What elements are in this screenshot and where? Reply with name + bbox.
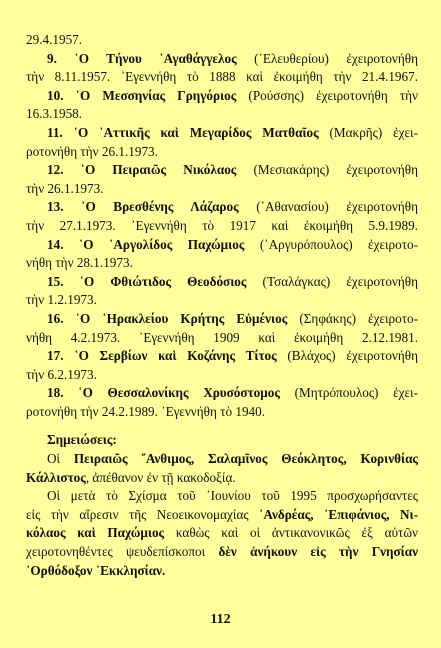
text-run: τὴν 27.1.1973. ᾿Εγεννήθη τὸ 1917 καὶ ἐκοιμήθη 5.9.1989.	[26, 217, 418, 233]
paragraph-gap	[26, 421, 418, 431]
text-line	[26, 450, 418, 469]
bold-text: 16.	[47, 310, 76, 326]
bold-text: ῾Ο ῾Ηρακλείου Κρήτης Εὐμένιος	[75, 310, 288, 326]
text-run: (Βλάχος) ἐχειροτονήθη	[276, 348, 418, 364]
text-line	[26, 469, 418, 488]
text-line	[26, 543, 418, 562]
text-run: (Μεσιακάρης) ἐχειροτονήθη	[236, 162, 418, 178]
bold-text: Πειραιῶς ῎Ανθιμος, Σαλαμῖνος Θεόκλητος, Κορινθίας	[73, 451, 418, 467]
text-line	[26, 347, 418, 366]
text-line	[26, 310, 418, 329]
text-run: (Τσαλάγκας) ἐχειροτονήθη	[246, 273, 418, 289]
text-run: 29.4.1957.	[26, 32, 83, 47]
text-run: ροτονήθη τὴν 24.2.1989. ᾿Εγεννήθη τὸ 1940.	[26, 403, 266, 419]
text-run: (Μακρῆς) ἐχει-	[318, 124, 418, 140]
text-line	[26, 105, 418, 124]
bold-text: 10.	[47, 87, 76, 103]
bold-text: ῾Ο Θεσσαλονίκης Χρυσόστομος	[78, 385, 280, 401]
text-line	[26, 487, 418, 506]
text-line	[26, 291, 418, 310]
bold-text: ῾Ο ᾿Αργολίδος Παχώμιος	[78, 236, 245, 252]
text-run: χειροτονηθέντες ψευδεπίσκοποι	[26, 544, 219, 560]
text-run: (Μητρόπουλος) ἐχει-	[279, 385, 418, 401]
text-run: , ἀπέθανον ἐν τῇ κακοδοξίᾳ.	[85, 469, 236, 485]
page-number: 112	[210, 612, 231, 627]
text-run: νήθη τὴν 28.1.1973.	[26, 255, 133, 271]
text-run: ροτονήθη τὴν 26.1.1973.	[26, 143, 158, 159]
text-line	[26, 180, 418, 199]
text-line	[26, 236, 418, 255]
text-run: Οἱ μετὰ τὸ Σχίσμα τοῦ ᾿Ιουνίου τοῦ 1995 προσχωρήσαντες	[47, 488, 418, 504]
bold-text: ῾Ο Φθιώτιδος Θεοδόσιος	[79, 273, 247, 289]
bold-text: 18.	[47, 385, 79, 401]
text-line	[26, 143, 418, 162]
text-line	[26, 254, 418, 273]
bold-text: ῾Ο Σερβίων καὶ Κοζάνης Τίτος	[74, 348, 277, 364]
text-line	[26, 31, 418, 50]
text-run: τὴν 1.2.1973.	[26, 292, 97, 308]
text-line	[26, 161, 418, 180]
text-run: (Σηφάκης) ἐχειροτο-	[287, 310, 418, 326]
text-run: νήθη 4.2.1973. ᾿Εγεννήθη 1909 καὶ ἐκοιμήθη 2.12.1981.	[26, 329, 418, 345]
bold-text: ᾿Ορθόδοξον ᾿Εκκλησίαν.	[26, 562, 166, 578]
bold-text: ῾Ο ᾿Αττικῆς καὶ Μεγαρίδος Ματθαῖος	[73, 124, 319, 140]
text-line	[26, 87, 418, 106]
bold-text: 11.	[47, 124, 74, 140]
text-line	[26, 50, 418, 69]
text-line	[26, 68, 418, 87]
text-run: 16.3.1958.	[26, 106, 83, 122]
bold-text: 13.	[47, 199, 82, 215]
text-line	[26, 273, 418, 292]
bold-text: 12.	[47, 162, 81, 178]
text-line	[26, 198, 418, 217]
text-line	[26, 329, 418, 348]
page-body	[26, 0, 418, 580]
bold-text: ῾Ο Τήνου ᾿Αγαθάγγελος	[74, 50, 237, 66]
bold-text: ῾Ο Πειραιῶς Νικόλαος	[80, 162, 237, 178]
text-run: Οἱ	[47, 451, 74, 467]
bold-text: κόλαος καὶ Παχώμιος	[26, 525, 165, 541]
text-run: καθὼς καὶ οἱ ἀντικανονικῶς ἐξ αὐτῶν	[164, 525, 418, 541]
text-line	[26, 431, 418, 450]
text-run: τὴν 6.2.1973.	[26, 366, 97, 382]
text-line	[26, 384, 418, 403]
text-line	[26, 506, 418, 525]
bold-text: ῾Ο Βρεσθένης Λάζαρος	[81, 199, 239, 215]
bold-text: 17.	[47, 348, 75, 364]
text-line	[26, 217, 418, 236]
text-run: τὴν 26.1.1973.	[26, 180, 104, 196]
bold-text: 14.	[47, 236, 79, 252]
text-line	[26, 524, 418, 543]
bold-text: ῾Ο Μεσσηνίας Γρηγόριος	[75, 87, 237, 103]
text-run: (᾿Αθανασίου) ἐχειροτονήθη	[238, 199, 418, 215]
text-line	[26, 562, 418, 581]
text-line	[26, 366, 418, 385]
text-run: (᾿Ελευθερίου) ἐχειροτονήθη	[236, 50, 418, 66]
bold-text: ᾿Ανδρέας, ᾿Επιφάνιος, Νι-	[259, 506, 418, 522]
text-line	[26, 124, 418, 143]
text-line	[26, 403, 418, 422]
text-run: (᾿Αργυρόπουλος) ἐχειροτο-	[244, 236, 418, 252]
text-run: τὴν 8.11.1957. ᾿Εγεννήθη τὸ 1888 καὶ ἐκοιμήθη τὴν 21.4.1967.	[26, 69, 418, 85]
text-run: εἰς τὴν αἵρεσιν τῆς Νεοεικονομαχίας	[26, 506, 260, 522]
bold-text: Σημειώσεις:	[47, 432, 117, 448]
bold-text: Κάλλιστος	[26, 469, 86, 485]
bold-text: δὲν ἀνήκουν εἰς τὴν Γνησίαν	[218, 544, 418, 560]
bold-text: 9.	[47, 50, 75, 66]
bold-text: 15.	[47, 273, 80, 289]
text-run: (Ρούσσης) ἐχειροτονήθη τὴν	[236, 87, 418, 103]
